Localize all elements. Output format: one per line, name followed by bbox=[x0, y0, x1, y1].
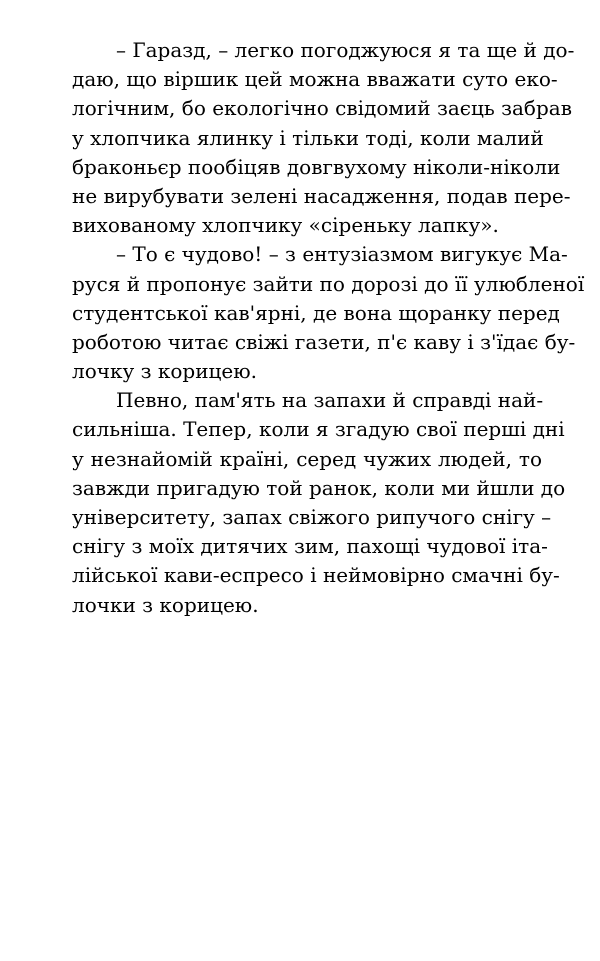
text-line: лочку з корицею. bbox=[72, 359, 257, 384]
text-line: браконьєр пообіцяв довгвухому ніколи-ніколи bbox=[72, 154, 561, 179]
page-text bbox=[72, 36, 585, 620]
text-line: руся й пропонує зайти по дорозі до її улюбленої bbox=[72, 271, 585, 296]
text-line: не вирубувати зелені насадження, подав пере- bbox=[72, 183, 571, 208]
text-line: сильніша. Тепер, коли я згадую свої перші дні bbox=[72, 417, 565, 442]
text-line: – Гаразд, – легко погоджуюся я та ще й до- bbox=[116, 38, 575, 62]
text-line: вихованому хлопчику «сіреньку лапку». bbox=[72, 213, 499, 238]
text-line: лійської кави-еспресо і неймовірно смачні бу- bbox=[72, 563, 560, 588]
text-line: – То є чудово! – з ентузіазмом вигукує Ма- bbox=[116, 242, 568, 267]
paragraph-1 bbox=[72, 36, 575, 240]
text-line: логічним, бо екологічно свідомий заєць забрав bbox=[72, 96, 572, 121]
text-line: студентської кав'ярні, де вона щоранку перед bbox=[72, 300, 560, 325]
text-line: у хлопчика ялинку і тільки тоді, коли малий bbox=[72, 125, 544, 150]
text-line: снігу з моїх дитячих зим, пахощі чудової іта- bbox=[72, 534, 548, 559]
text-line: у незнайомій країні, серед чужих людей, то bbox=[72, 446, 542, 471]
text-line: Певно, пам'ять на запахи й справді най- bbox=[116, 388, 544, 413]
text-line: університету, запах свіжого рипучого снігу – bbox=[72, 505, 552, 529]
text-line: завжди пригадую той ранок, коли ми йшли до bbox=[72, 475, 566, 500]
text-line: даю, що віршик цей можна вважати суто еко- bbox=[72, 67, 558, 92]
text-line: лочки з корицею. bbox=[72, 592, 259, 617]
paragraph-3 bbox=[72, 386, 566, 620]
paragraph-2 bbox=[72, 240, 585, 386]
text-line: роботою читає свіжі газети, п'є каву і з'їдає бу- bbox=[72, 329, 576, 354]
